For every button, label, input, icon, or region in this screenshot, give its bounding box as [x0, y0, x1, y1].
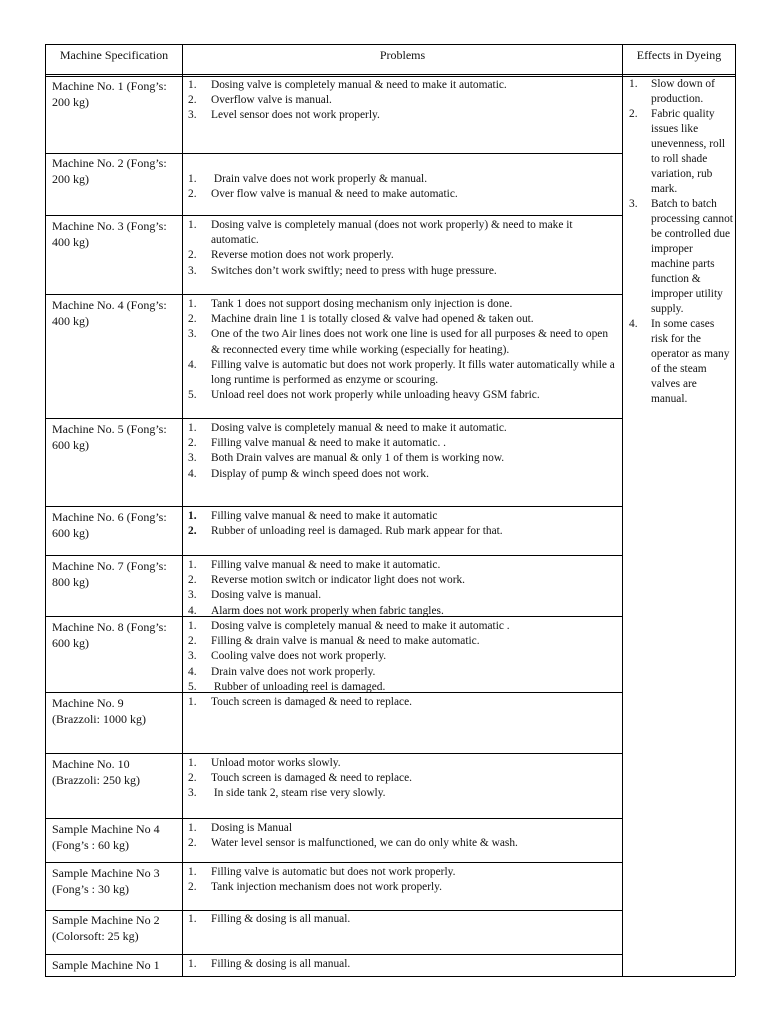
- spec-line: Sample Machine No 3: [52, 866, 160, 880]
- item-text: Touch screen is damaged & need to replace.: [211, 772, 412, 785]
- problem-item: [188, 421, 618, 436]
- problem-list: [188, 865, 618, 895]
- problem-list: [188, 957, 618, 972]
- problem-item: [188, 880, 618, 895]
- item-number: 2.: [188, 574, 197, 587]
- item-text: Display of pump & winch speed does not work.: [211, 467, 429, 480]
- problem-item: [188, 865, 618, 880]
- item-number: 2.: [188, 313, 197, 326]
- item-text: Filling valve manual & need to make it automatic.: [211, 559, 441, 571]
- problem-item: [188, 358, 618, 388]
- problem-list: [188, 509, 618, 539]
- row-divider: [45, 506, 623, 507]
- effect-item: [629, 77, 733, 107]
- item-number: 2.: [629, 108, 638, 120]
- effects-list: [629, 77, 733, 407]
- item-text: Touch screen is damaged & need to replace.: [211, 696, 412, 708]
- item-number: 1.: [188, 559, 197, 571]
- machine-spec-cell: [52, 821, 180, 853]
- item-number: 1.: [188, 422, 197, 434]
- problem-item: [188, 957, 618, 972]
- spec-line: Machine No. 8 (Fong’s:: [52, 620, 167, 634]
- problem-item: [188, 388, 618, 403]
- item-text: Unload reel does not work properly while unloading heavy GSM fabric.: [211, 389, 540, 402]
- row-divider: [45, 862, 623, 863]
- item-number: 2.: [188, 94, 197, 107]
- problem-list: [188, 297, 618, 403]
- item-text: Tank injection mechanism does not work properly.: [211, 881, 442, 894]
- column-divider: [182, 44, 183, 976]
- spec-line: 600 kg): [52, 636, 89, 650]
- spec-line: 600 kg): [52, 526, 89, 540]
- item-text: Unload motor works slowly.: [211, 757, 341, 769]
- problem-item: [188, 264, 618, 279]
- item-number: 2.: [188, 437, 197, 450]
- problem-item: [188, 218, 618, 248]
- item-text: Batch to batch processing cannot be controlled due improper machine parts function & improper utility supply.: [651, 198, 733, 315]
- spec-line: Machine No. 4 (Fong’s:: [52, 298, 167, 312]
- item-text: Slow down of production.: [651, 78, 715, 105]
- item-number: 2.: [188, 635, 197, 648]
- item-number: 1.: [188, 757, 197, 769]
- item-number: 4.: [188, 467, 197, 480]
- item-number: 2.: [188, 837, 197, 850]
- item-number: 2.: [188, 881, 197, 894]
- item-number: 1.: [188, 298, 197, 310]
- machine-spec-cell: [52, 619, 180, 651]
- item-text: Reverse motion does not work properly.: [211, 249, 394, 262]
- spec-line: (Brazzoli: 250 kg): [52, 773, 140, 787]
- machine-spec-cell: [52, 695, 180, 727]
- row-divider: [45, 418, 623, 419]
- item-text: One of the two Air lines does not work one line is used for all purposes & need to open & reconnected every time while working (especially for heating).: [211, 328, 609, 356]
- problem-item: [188, 912, 618, 927]
- item-text: Filling valve is automatic but does not work properly.: [211, 866, 456, 878]
- spec-line: 400 kg): [52, 314, 89, 328]
- row-divider: [45, 818, 623, 819]
- header-machine-specification: Machine Specification: [59, 48, 169, 62]
- item-number: 2.: [188, 249, 197, 262]
- item-text: In some cases risk for the operator as many of the steam valves are manual.: [651, 318, 730, 405]
- item-number: 1.: [188, 510, 197, 522]
- machine-spec-cell: [52, 218, 180, 250]
- problem-item: [188, 467, 618, 482]
- problem-item: [188, 821, 618, 836]
- spec-line: Machine No. 9: [52, 696, 124, 710]
- table-border-top: [45, 44, 735, 45]
- problem-list: [188, 558, 618, 619]
- spec-line: Sample Machine No 4: [52, 822, 160, 836]
- item-number: 1.: [188, 219, 197, 231]
- effect-item: [629, 197, 733, 317]
- item-number: 4.: [188, 604, 197, 617]
- problem-item: [188, 558, 618, 573]
- item-text: Switches don’t work swiftly; need to press with huge pressure.: [211, 264, 497, 277]
- problem-item: [188, 187, 618, 202]
- spec-line: Sample Machine No 2: [52, 913, 160, 927]
- spec-line: Machine No. 7 (Fong’s:: [52, 559, 167, 573]
- item-number: 4.: [188, 358, 197, 371]
- spec-line: Machine No. 10: [52, 757, 130, 771]
- problem-item: [188, 695, 618, 710]
- item-text: Dosing valve is completely manual & need to make it automatic .: [211, 620, 510, 632]
- spec-line: 800 kg): [52, 575, 89, 589]
- machine-spec-cell: [52, 865, 180, 897]
- machine-spec-cell: [52, 155, 180, 187]
- item-number: 3.: [188, 650, 197, 663]
- problem-list: [188, 756, 618, 802]
- header-problems: Problems: [379, 48, 426, 62]
- item-number: 5.: [188, 389, 197, 402]
- problem-list: [188, 821, 618, 851]
- problem-list: [188, 912, 618, 927]
- item-text: Drain valve does not work properly.: [211, 665, 376, 678]
- item-text: Over flow valve is manual & need to make automatic.: [211, 188, 458, 201]
- machine-spec-cell: [52, 421, 180, 453]
- machine-spec-cell: [52, 509, 180, 541]
- problem-item: [188, 573, 618, 588]
- item-number: 5.: [188, 680, 197, 693]
- problem-list: [188, 421, 618, 482]
- item-text: Level sensor does not work properly.: [211, 109, 380, 122]
- item-number: 1.: [188, 958, 197, 970]
- table-border-bottom: [45, 976, 735, 977]
- item-number: 2.: [188, 188, 197, 201]
- item-text: Cooling valve does not work properly.: [211, 650, 387, 663]
- problem-item: [188, 248, 618, 263]
- problem-item: [188, 649, 618, 664]
- item-text: Dosing valve is manual.: [211, 589, 322, 602]
- problem-list: [188, 695, 618, 710]
- problem-item: [188, 771, 618, 786]
- item-number: 2.: [188, 772, 197, 785]
- problem-list: [188, 218, 618, 279]
- problem-list: [188, 172, 618, 202]
- machine-spec-cell: [52, 957, 180, 973]
- item-number: 3.: [188, 109, 197, 122]
- spec-line: 200 kg): [52, 95, 89, 109]
- problem-item: [188, 108, 618, 123]
- spec-line: Machine No. 1 (Fong’s:: [52, 79, 167, 93]
- row-divider: [45, 954, 623, 955]
- problem-item: [188, 78, 618, 93]
- column-divider: [622, 44, 623, 976]
- problem-item: [188, 680, 618, 695]
- item-number: 4.: [188, 665, 197, 678]
- item-number: 1.: [188, 866, 197, 878]
- table-border-left: [45, 44, 46, 976]
- item-text: Dosing valve is completely manual (does not work properly) & need to make it automatic.: [211, 219, 573, 247]
- problem-list: [188, 619, 618, 695]
- problem-item: [188, 509, 618, 524]
- item-text: Alarm does not work properly when fabric tangles.: [211, 604, 444, 617]
- item-number: 1.: [188, 822, 197, 834]
- item-number: 3.: [188, 787, 197, 800]
- item-number: 1.: [188, 79, 197, 91]
- item-text: Filling & drain valve is manual & need to make automatic.: [211, 635, 480, 648]
- item-number: 1.: [188, 913, 197, 925]
- spec-line: Machine No. 5 (Fong’s:: [52, 422, 167, 436]
- row-divider: [45, 910, 623, 911]
- item-text: Reverse motion switch or indicator light does not work.: [211, 574, 466, 587]
- spec-line: (Colorsoft: 25 kg): [52, 929, 139, 943]
- item-number: 1.: [629, 78, 638, 90]
- item-text: Water level sensor is malfunctioned, we can do only white & wash.: [211, 837, 518, 850]
- item-number: 3.: [188, 589, 197, 602]
- row-divider: [45, 753, 623, 754]
- row-divider: [45, 215, 623, 216]
- spec-line: 400 kg): [52, 235, 89, 249]
- item-number: 3.: [188, 264, 197, 277]
- item-text: Overflow valve is manual.: [211, 94, 332, 107]
- item-text: Drain valve does not work properly & manual.: [211, 173, 428, 185]
- problem-item: [188, 327, 618, 357]
- item-number: 3.: [188, 328, 197, 341]
- item-text: Filling & dosing is all manual.: [211, 958, 351, 970]
- item-text: Rubber of unloading reel is damaged.: [211, 680, 386, 693]
- machine-spec-cell: [52, 912, 180, 944]
- problem-item: [188, 436, 618, 451]
- spec-line: Machine No. 3 (Fong’s:: [52, 219, 167, 233]
- item-number: 2.: [188, 525, 197, 538]
- machine-spec-cell: [52, 297, 180, 329]
- spec-line: (Fong’s : 30 kg): [52, 882, 130, 896]
- item-number: 3.: [188, 452, 197, 465]
- problem-item: [188, 93, 618, 108]
- problem-list: [188, 78, 618, 124]
- problem-item: [188, 524, 618, 539]
- spec-line: Machine No. 6 (Fong’s:: [52, 510, 167, 524]
- problem-item: [188, 619, 618, 634]
- problem-item: [188, 836, 618, 851]
- item-text: Filling & dosing is all manual.: [211, 913, 351, 925]
- machine-spec-cell: [52, 558, 180, 590]
- item-text: Both Drain valves are manual & only 1 of them is working now.: [211, 452, 505, 465]
- header-divider: [45, 74, 735, 75]
- item-text: Filling valve is automatic but does not work properly. It fills water automatically while a long runtime is performed as enzyme or scouring.: [211, 358, 615, 387]
- row-divider: [45, 153, 623, 154]
- item-text: Machine drain line 1 is totally closed & valve had opened & taken out.: [211, 313, 534, 326]
- problem-item: [188, 756, 618, 771]
- machine-spec-cell: [52, 756, 180, 788]
- item-text: Filling valve manual & need to make it automatic: [211, 510, 438, 522]
- spec-line: 200 kg): [52, 172, 89, 186]
- spec-line: Sample Machine No 1: [52, 958, 160, 972]
- item-text: Tank 1 does not support dosing mechanism only injection is done.: [211, 298, 513, 310]
- spec-line: Machine No. 2 (Fong’s:: [52, 156, 167, 170]
- item-number: 3.: [629, 198, 638, 210]
- item-text: Filling valve manual & need to make it automatic. .: [211, 437, 447, 450]
- item-number: 1.: [188, 620, 197, 632]
- problem-item: [188, 604, 618, 619]
- spec-line: (Fong’s : 60 kg): [52, 838, 130, 852]
- item-number: 4.: [629, 318, 638, 330]
- problem-item: [188, 172, 618, 187]
- problem-item: [188, 312, 618, 327]
- problem-item: [188, 665, 618, 680]
- spec-line: 600 kg): [52, 438, 89, 452]
- effect-item: [629, 317, 733, 407]
- item-text: Rubber of unloading reel is damaged. Rub mark appear for that.: [211, 525, 503, 538]
- item-text: Dosing valve is completely manual & need to make it automatic.: [211, 79, 507, 91]
- machine-spec-cell: [52, 78, 180, 110]
- item-number: 1.: [188, 173, 197, 185]
- item-text: Dosing valve is completely manual & need to make it automatic.: [211, 422, 507, 434]
- item-text: Fabric quality issues like unevenness, roll to roll shade variation, rub mark.: [651, 108, 726, 195]
- item-number: 1.: [188, 696, 197, 708]
- problem-item: [188, 634, 618, 649]
- problem-item: [188, 451, 618, 466]
- problem-item: [188, 588, 618, 603]
- problem-item: [188, 297, 618, 312]
- effect-item: [629, 107, 733, 197]
- header-effects-in-dyeing: Effects in Dyeing: [636, 48, 722, 62]
- table-border-right: [735, 44, 736, 976]
- item-text: In side tank 2, steam rise very slowly.: [211, 787, 386, 800]
- row-divider: [45, 294, 623, 295]
- problem-item: [188, 786, 618, 801]
- row-divider: [45, 555, 623, 556]
- spec-line: (Brazzoli: 1000 kg): [52, 712, 146, 726]
- item-text: Dosing is Manual: [211, 822, 292, 834]
